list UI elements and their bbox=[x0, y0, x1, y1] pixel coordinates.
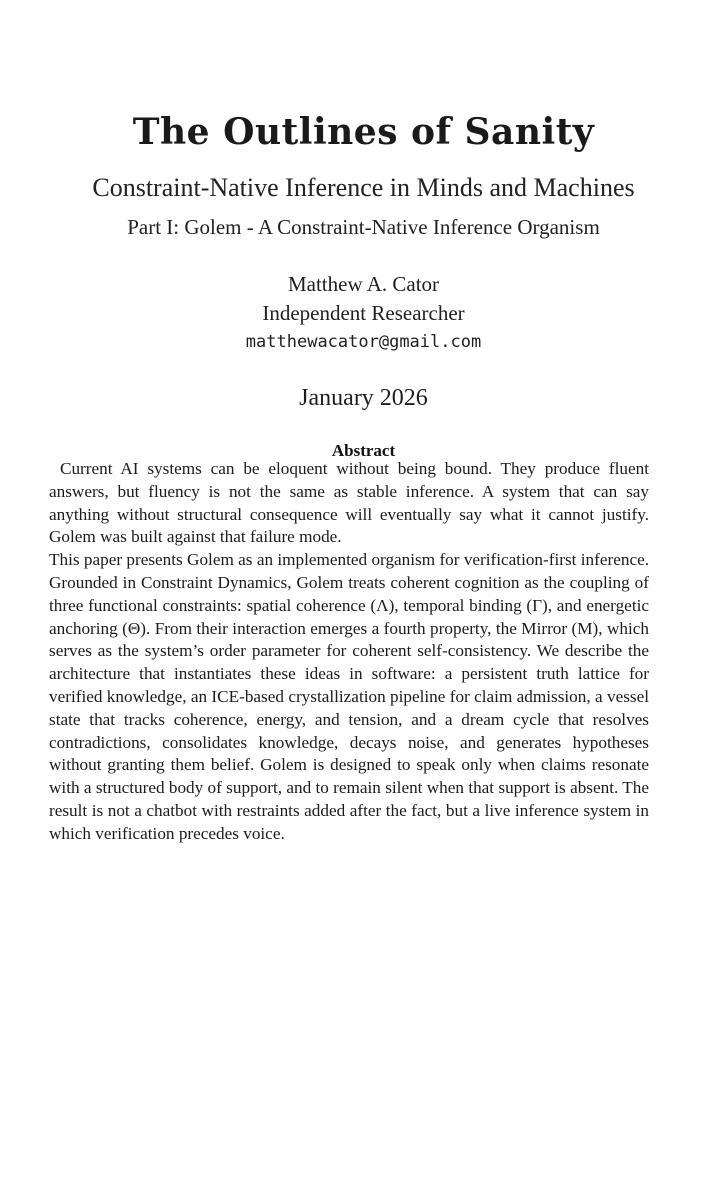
title-block bbox=[0, 108, 727, 242]
paper-title: The Outlines of Sanity bbox=[132, 111, 595, 153]
paper-subtitle: Constraint-Native Inference in Minds and Machines bbox=[92, 173, 635, 202]
author-affiliation: Independent Researcher bbox=[262, 301, 465, 325]
abstract-paragraph-2: This paper presents Golem as an implemented organism for verification-first inference. Grounded in Constraint Dynamics, Golem treats coherent cognition as the coupling of three functional constraints: spatial coherence (Λ), temporal binding (Γ), and energetic anchoring (Θ). From their interaction emerges a fourth property, the Mirror (M), which serves as the system’s order parameter for coherent self-consistency. We describe the architecture that instantiates these ideas in software: a persistent truth lattice for verified knowledge, an ICE-based crystallization pipeline for claim admission, a vessel state that tracks coherence, energy, and tension, and a dream cycle that resolves contradictions, consolidates knowledge, decays noise, and generates hypotheses without granting them belief. Golem is designed to speak only when claims resonate with a structured body of support, and to remain silent when that support is absent. The result is not a chatbot with restraints added after the fact, but a live inference system in which verification precedes voice. bbox=[49, 550, 649, 843]
paper-date: January 2026 bbox=[299, 385, 428, 411]
author-name: Matthew A. Cator bbox=[287, 272, 440, 296]
author-email: matthewacator@gmail.com bbox=[245, 332, 482, 352]
paper-part-title: Part I: Golem - A Constraint-Native Inference Organism bbox=[127, 215, 600, 239]
abstract-paragraph-1: Current AI systems can be eloquent without being bound. They produce fluent answers, but fluency is not the same as stable inference. A system that can say anything without structural consequence will eventually say what it cannot justify. Golem was built against that failure mode. bbox=[49, 459, 649, 547]
abstract-heading: Abstract bbox=[331, 441, 396, 460]
abstract-body bbox=[49, 458, 649, 846]
author-block bbox=[0, 270, 727, 357]
